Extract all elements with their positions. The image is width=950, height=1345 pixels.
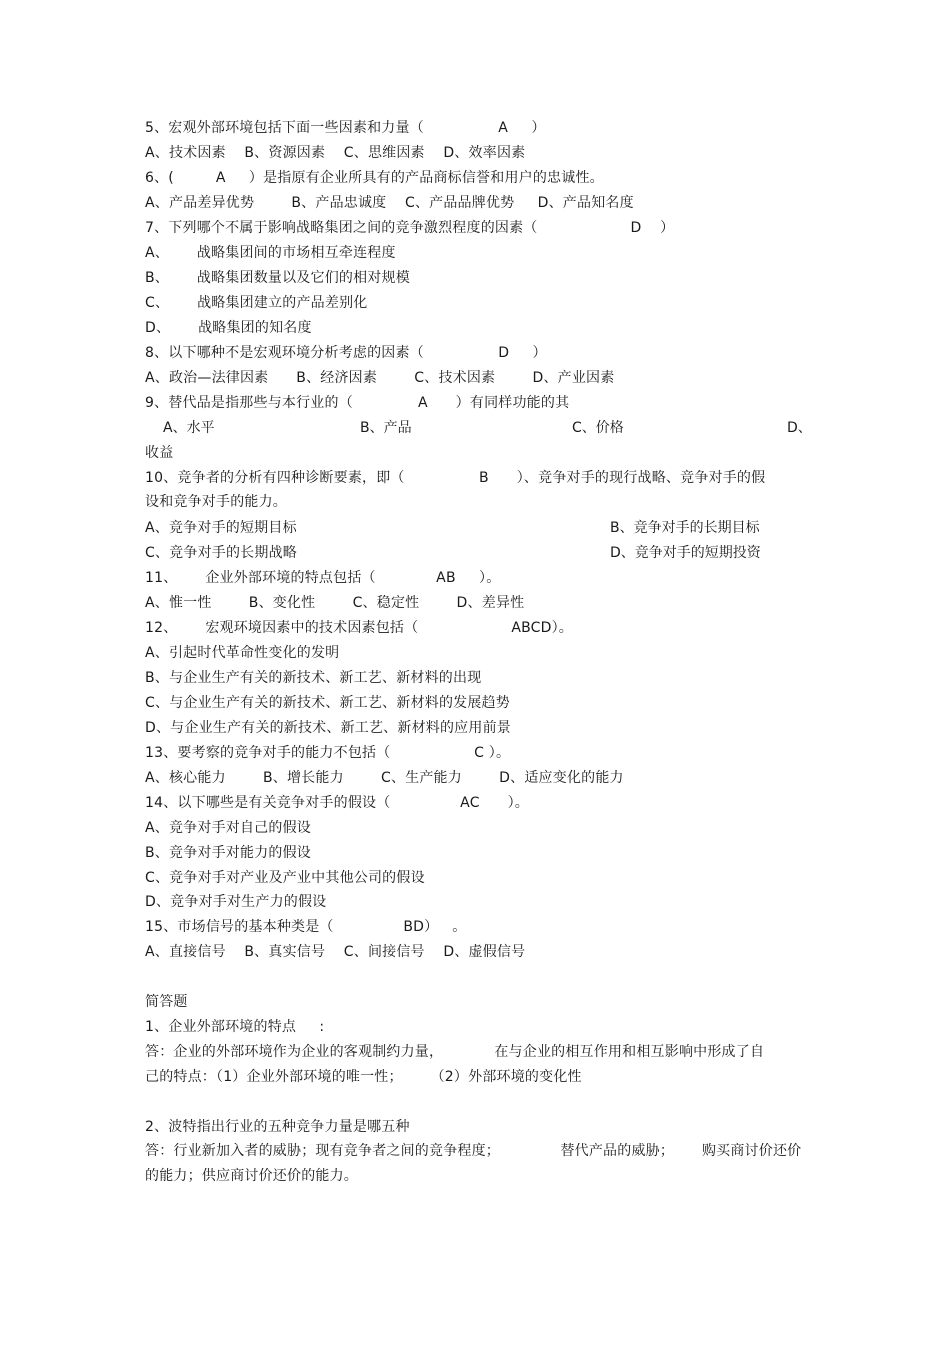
question-10-stem-line-2: 设和竞争对手的能力。 <box>145 494 287 510</box>
question-8-stem: 8、以下哪种不是宏观环境分析考虑的因素（ D ） <box>145 345 547 361</box>
question-12-option-d: D、与企业生产有关的新技术、新工艺、新材料的应用前景 <box>145 720 511 736</box>
short-answer-1-answer-line-1: 答：企业的外部环境作为企业的客观制约力量， 在与企业的相互作用和相互影响中形成了自 <box>145 1044 765 1060</box>
short-answer-2-answer-line-1: 答：行业新加入者的威胁；现有竞争者之间的竞争程度； 替代产品的威胁； 购买商讨价还价 <box>145 1143 802 1159</box>
question-11-stem: 11、 企业外部环境的特点包括（ AB ）。 <box>145 570 501 586</box>
question-7-option-b: B、 战略集团数量以及它们的相对规模 <box>145 270 410 286</box>
question-13-options: A、核心能力 B、增长能力 C、生产能力 D、适应变化的能力 <box>145 770 624 786</box>
question-9-option-c: C、价格 <box>572 420 624 436</box>
question-7-option-c: C、 战略集团建立的产品差别化 <box>145 295 368 311</box>
question-15-stem: 15、市场信号的基本种类是（ BD） 。 <box>145 919 467 935</box>
question-10-option-d: D、竞争对手的短期投资 <box>610 545 761 561</box>
question-6-stem: 6、( A ）是指原有企业所具有的产品商标信誉和用户的忠诚性。 <box>145 170 604 186</box>
question-12-option-a: A、引起时代革命性变化的发明 <box>145 645 340 661</box>
short-answer-1-answer-line-2: 己的特点：（1）企业外部环境的唯一性； （2）外部环境的变化性 <box>145 1069 582 1085</box>
question-10-option-c: C、竞争对手的长期战略 <box>145 545 297 561</box>
short-answer-2-answer-line-2: 的能力；供应商讨价还价的能力。 <box>145 1168 358 1184</box>
question-7-stem: 7、下列哪个不属于影响战略集团之间的竞争激烈程度的因素（ D ） <box>145 220 675 236</box>
question-9-wrap: 收益 <box>145 445 174 461</box>
question-9-stem: 9、替代品是指那些与本行业的（ A ）有同样功能的其 <box>145 395 570 411</box>
question-15-options: A、直接信号 B、真实信号 C、间接信号 D、虚假信号 <box>145 944 526 960</box>
question-14-option-b: B、竞争对手对能力的假设 <box>145 845 312 861</box>
question-12-stem: 12、 宏观环境因素中的技术因素包括（ ABCD）。 <box>145 620 574 636</box>
question-7-option-a: A、 战略集团间的市场相互牵连程度 <box>145 245 396 261</box>
short-answer-2-question: 2、波特指出行业的五种竞争力量是哪五种 <box>145 1119 410 1135</box>
question-14-option-a: A、竞争对手对自己的假设 <box>145 820 311 836</box>
question-10-option-b: B、竞争对手的长期目标 <box>610 520 760 536</box>
question-6-options: A、产品差异优势 B、产品忠诚度 C、产品品牌优势 D、产品知名度 <box>145 195 634 211</box>
question-14-stem: 14、以下哪些是有关竞争对手的假设（ AC ）。 <box>145 795 529 811</box>
question-10-stem-line-1: 10、竞争者的分析有四种诊断要素，即（ B ）、竞争对手的现行战略、竞争对手的假 <box>145 470 766 486</box>
question-7-option-d: D、 战略集团的知名度 <box>145 320 312 336</box>
short-answer-1-question: 1、企业外部环境的特点 : <box>145 1019 325 1035</box>
question-9-option-d: D、 <box>787 420 812 436</box>
question-9-option-a: A、水平 <box>163 420 215 436</box>
question-10-option-a: A、竞争对手的短期目标 <box>145 520 297 536</box>
question-5-stem: 5、宏观外部环境包括下面一些因素和力量（ A ） <box>145 120 546 136</box>
question-8-options: A、政治—法律因素 B、经济因素 C、技术因素 D、产业因素 <box>145 370 615 386</box>
question-9-option-b: B、产品 <box>360 420 412 436</box>
question-12-option-b: B、与企业生产有关的新技术、新工艺、新材料的出现 <box>145 670 482 686</box>
question-12-option-c: C、与企业生产有关的新技术、新工艺、新材料的发展趋势 <box>145 695 510 711</box>
question-11-options: A、惟一性 B、变化性 C、稳定性 D、差异性 <box>145 595 525 611</box>
question-14-option-d: D、竞争对手对生产力的假设 <box>145 894 327 910</box>
question-14-option-c: C、竞争对手对产业及产业中其他公司的假设 <box>145 870 425 886</box>
short-answer-heading: 简答题 <box>145 994 188 1010</box>
question-5-options: A、技术因素 B、资源因素 C、思维因素 D、效率因素 <box>145 145 526 161</box>
question-13-stem: 13、要考察的竞争对手的能力不包括（ C ）。 <box>145 745 511 761</box>
